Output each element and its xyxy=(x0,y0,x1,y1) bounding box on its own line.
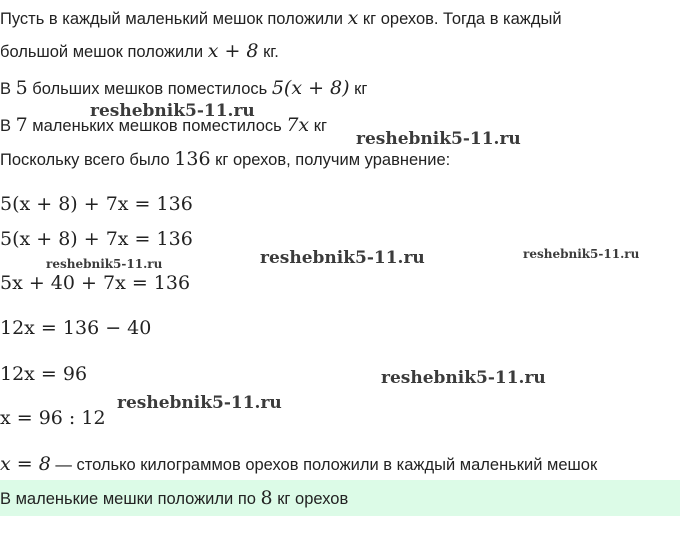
watermark: reshebnik5-11.ru xyxy=(381,368,546,388)
watermark: reshebnik5-11.ru xyxy=(260,248,425,268)
result-text: — столько килограммов орехов положили в каждый маленький мешок xyxy=(50,456,598,474)
result-line xyxy=(0,453,597,476)
fact-text: В xyxy=(0,117,16,135)
watermark: reshebnik5-11.ru xyxy=(523,247,640,261)
fact-text: В xyxy=(0,80,16,98)
answer-num: 8 xyxy=(260,487,273,509)
equation-1: 5(x + 8) + 7x = 136 xyxy=(0,193,193,215)
fact-line-1 xyxy=(0,77,367,100)
answer-part: В маленькие мешки положили по xyxy=(0,490,261,508)
result-expr: x = 8 xyxy=(0,453,51,475)
math-num: 5 xyxy=(15,77,28,99)
math-num: 136 xyxy=(174,148,211,170)
math-expr: 5(x + 8) xyxy=(271,77,350,99)
answer-text xyxy=(0,487,348,510)
watermark: reshebnik5-11.ru xyxy=(90,101,255,121)
equation-3: 5x + 40 + 7x = 136 xyxy=(0,272,191,294)
intro-text: кг. xyxy=(258,43,279,61)
watermark: reshebnik5-11.ru xyxy=(356,129,521,149)
equation-2: 5(x + 8) + 7x = 136 xyxy=(0,228,193,250)
intro-text: кг орехов. Тогда в каждый xyxy=(358,10,562,28)
equation-5: 12x = 96 xyxy=(0,363,88,385)
math-var: x xyxy=(347,7,359,29)
intro-line-1 xyxy=(0,7,562,30)
fact-text: Поскольку всего было xyxy=(0,151,175,169)
math-expr: x + 8 xyxy=(207,40,259,62)
fact-text: кг xyxy=(309,117,327,135)
fact-line-3 xyxy=(0,148,450,171)
watermark: reshebnik5-11.ru xyxy=(46,257,163,271)
intro-text: Пусть в каждый маленький мешок положили xyxy=(0,10,348,28)
intro-line-2 xyxy=(0,40,279,63)
equation-6: x = 96 : 12 xyxy=(0,407,106,429)
watermark: reshebnik5-11.ru xyxy=(117,393,282,413)
intro-text: большой мешок положили xyxy=(0,43,208,61)
fact-text: кг орехов, получим уравнение: xyxy=(210,151,451,169)
fact-text: кг xyxy=(349,80,368,98)
math-num: 7 xyxy=(15,114,28,136)
math-expr: 7x xyxy=(286,114,310,136)
answer-part: кг орехов xyxy=(272,490,349,508)
fact-text: больших мешков поместилось xyxy=(27,80,272,98)
answer-box xyxy=(0,480,680,516)
equation-4: 12x = 136 − 40 xyxy=(0,317,152,339)
fact-text: маленьких мешков поместилось xyxy=(27,117,287,135)
